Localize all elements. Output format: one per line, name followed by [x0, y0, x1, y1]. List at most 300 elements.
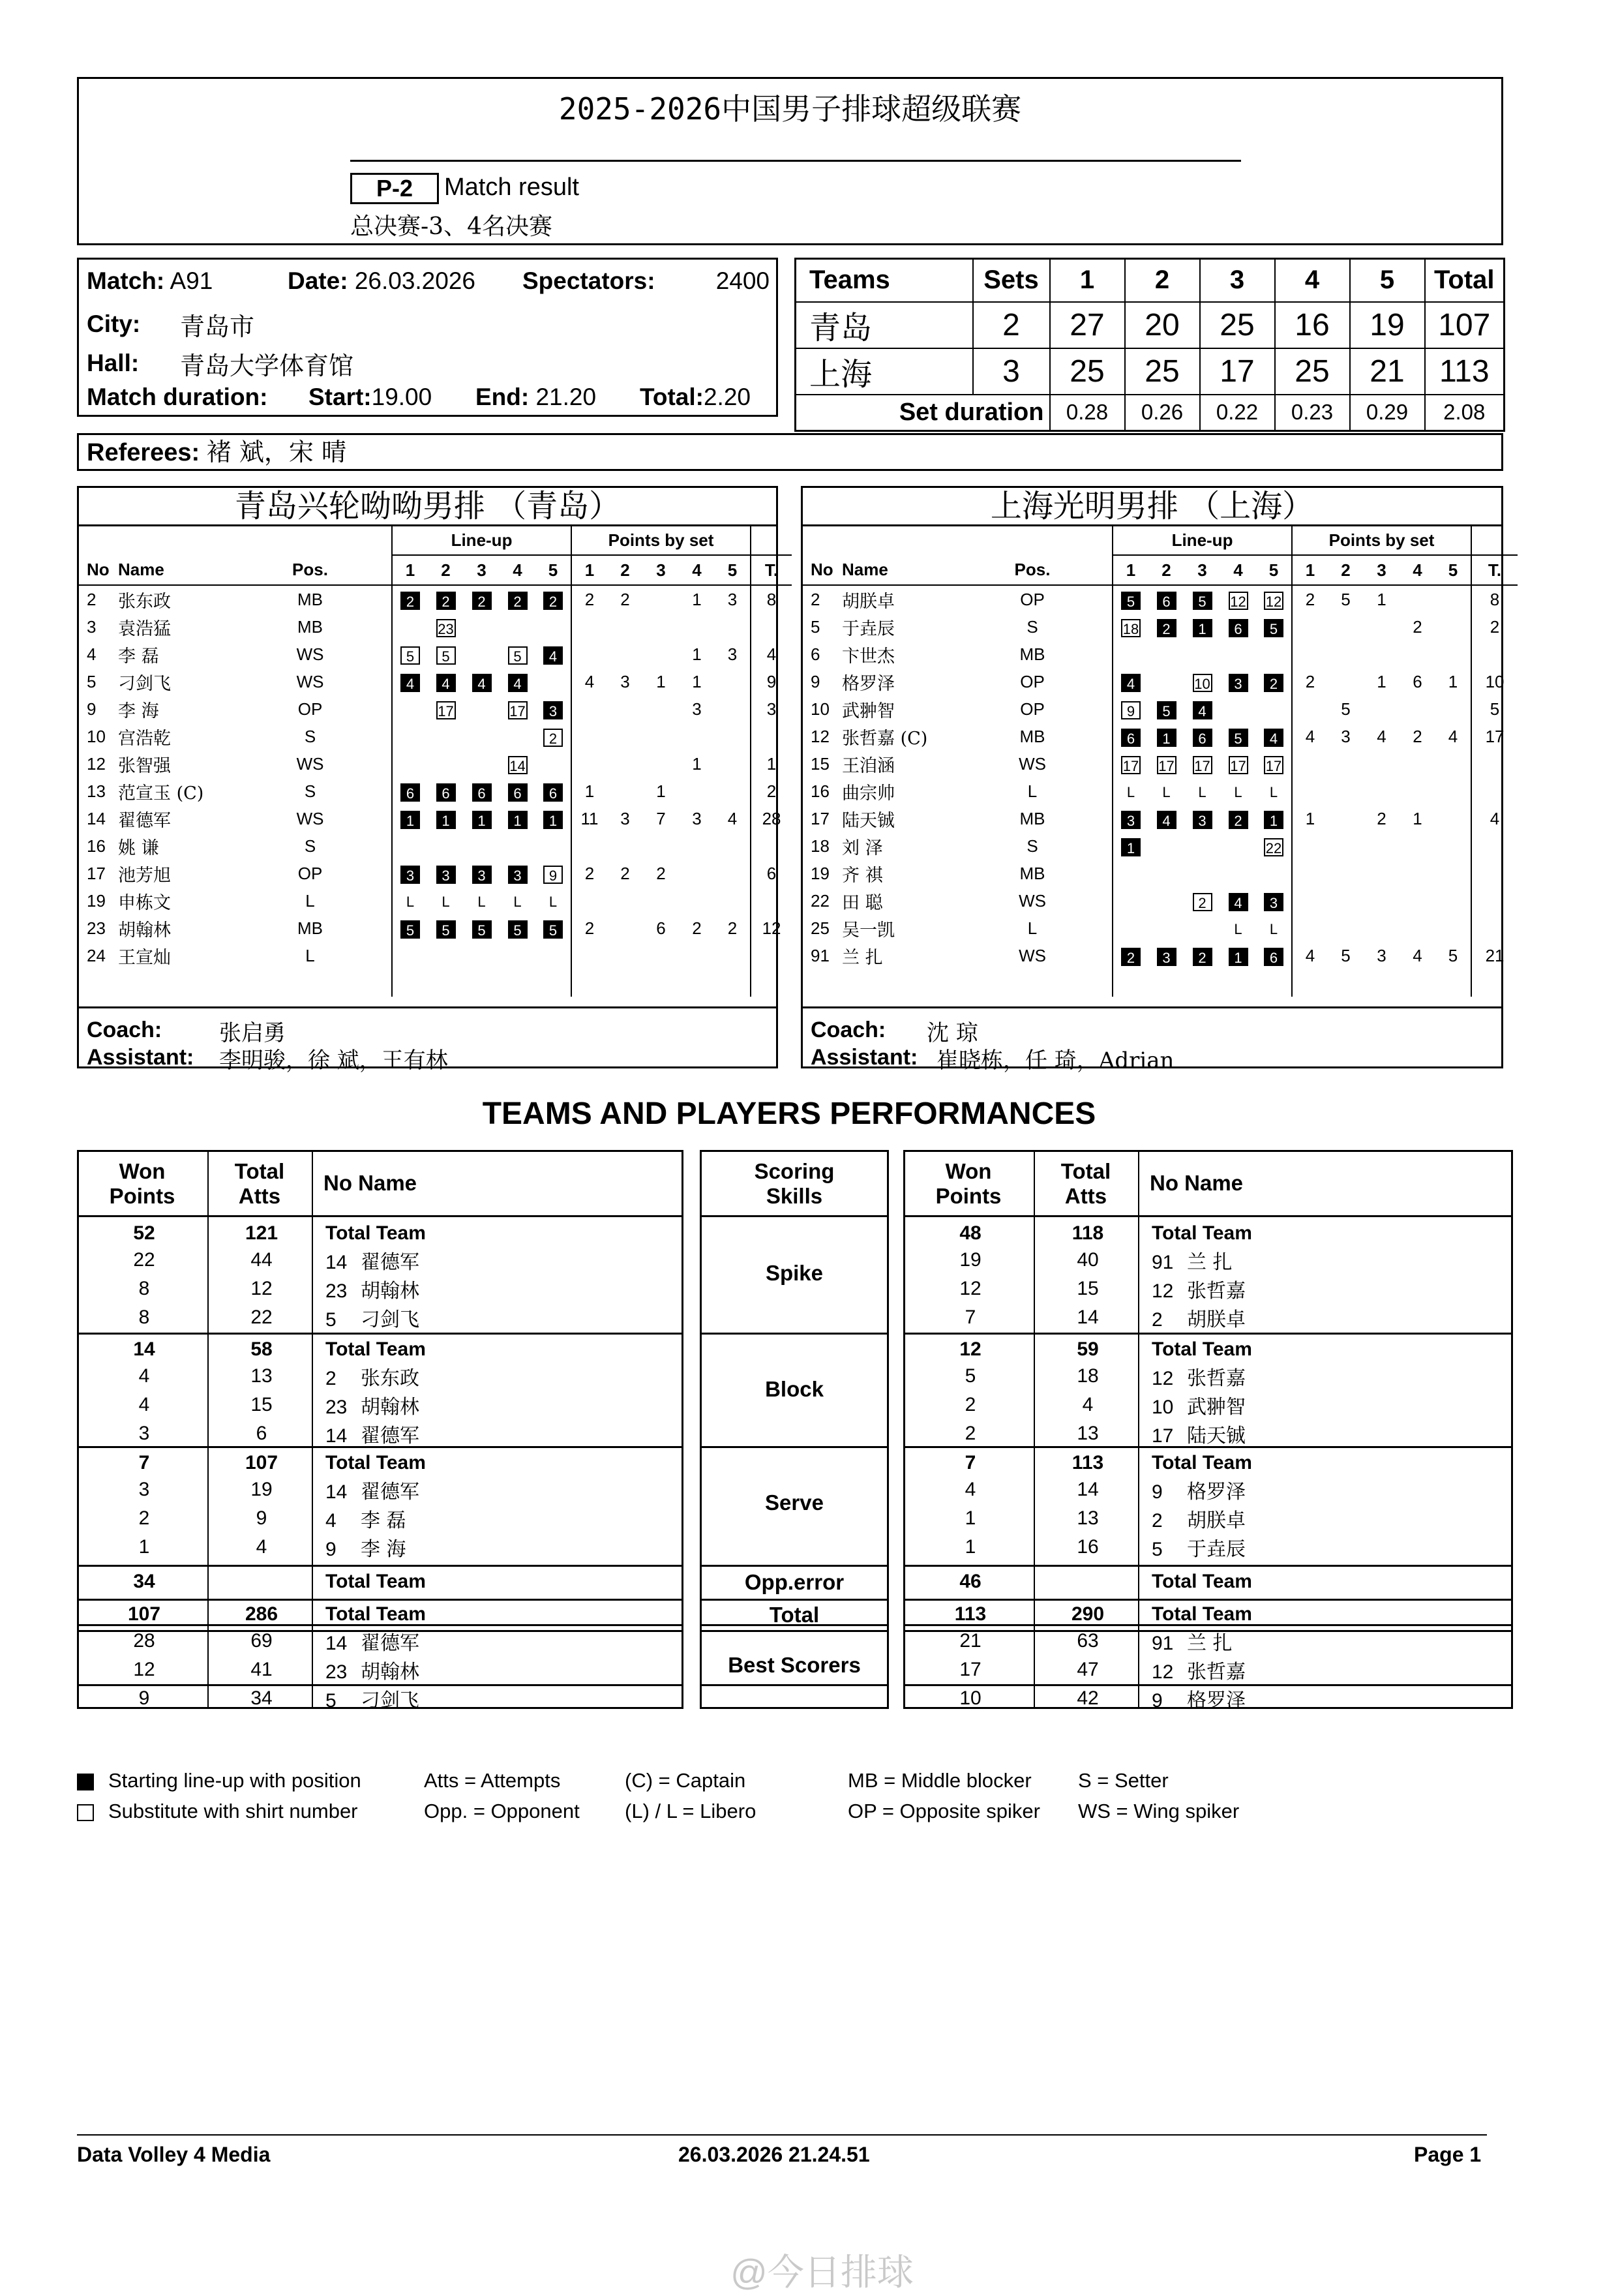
lineup-cell: [392, 585, 428, 613]
set-duration-row: [796, 395, 1505, 431]
player-list: [803, 526, 1518, 997]
legend-libero: (L) / L = Libero: [625, 1800, 757, 1822]
player-entry: [314, 1303, 682, 1332]
coach-area-right: [803, 1006, 1501, 1074]
player-name: 张智强: [118, 755, 171, 776]
player-name: 田 聪: [842, 892, 883, 913]
lineup-cell: [1256, 585, 1292, 613]
won-points: 48: [959, 1222, 981, 1244]
player-number: 5: [325, 1690, 337, 1712]
set-points: [1400, 750, 1435, 778]
player-total: 28: [751, 805, 792, 832]
blank: [1471, 526, 1518, 555]
player-total: [1471, 887, 1518, 914]
set-points: [1435, 778, 1471, 805]
set-points: 4: [571, 668, 607, 695]
player-row: [79, 860, 792, 887]
won-points: 14: [133, 1338, 155, 1360]
player-total: [1471, 641, 1518, 668]
blank: [803, 526, 1113, 555]
footer-page: Page 1: [1414, 2143, 1482, 2166]
player-name: 于垚辰: [842, 618, 895, 639]
legend-s: S = Setter: [1078, 1769, 1169, 1792]
lineup-cell: [500, 750, 535, 778]
starting-position-mark: 5: [472, 920, 492, 939]
score-row-shanghai: [796, 348, 1505, 395]
player-position: WS: [296, 644, 324, 664]
best-scorers-left: [79, 1627, 682, 1713]
player-name: 武翀智: [1187, 1396, 1246, 1419]
skill-name: Serve: [765, 1490, 824, 1515]
set-points: [1328, 860, 1364, 887]
player-number: 9: [1152, 1481, 1163, 1503]
referees-names: 褚 斌，宋 晴: [206, 438, 346, 466]
set-points: [1435, 860, 1471, 887]
player-number: 17: [811, 808, 830, 828]
player-name: 胡翰林: [118, 920, 171, 941]
total-header: T.: [1471, 555, 1518, 585]
player-number: 10: [811, 699, 830, 719]
won-points: 7: [965, 1307, 976, 1328]
set-points: [1400, 641, 1435, 668]
won-points-header: Won Points: [935, 1159, 1002, 1208]
player-number: 18: [811, 836, 830, 856]
lineup-cell: [1113, 942, 1148, 969]
player-entry: Total Team: [325, 1570, 426, 1592]
perf-row: [905, 1533, 1511, 1562]
blank: [1328, 969, 1364, 997]
blank: [1148, 969, 1184, 997]
header-sets: Sets: [973, 259, 1050, 302]
legend-opp: Opp. = Opponent: [424, 1800, 580, 1822]
set-score: 19: [1350, 302, 1425, 348]
team-name-right: 上海光明男排 （上海）: [803, 488, 1501, 526]
lineup-cell: [1220, 641, 1256, 668]
player-name: 于垚辰: [1187, 1538, 1246, 1561]
skill-rule: [903, 1446, 1513, 1448]
total-attempts: 59: [1077, 1338, 1099, 1360]
libero-mark: L: [1162, 783, 1171, 800]
perf-row: [905, 1601, 1511, 1627]
starting-position-mark: 2: [436, 592, 456, 610]
lineup-cell: [464, 641, 500, 668]
player-row: [803, 805, 1518, 832]
player-name: 翟德军: [118, 810, 171, 831]
player-entry: [314, 1684, 682, 1713]
player-number: 23: [87, 918, 106, 938]
lineup-cell: [535, 695, 571, 723]
points-set-header: 2: [607, 555, 643, 585]
title-rule: [350, 160, 1241, 162]
player-position: L: [305, 945, 315, 965]
blank: [751, 526, 792, 555]
won-points: 3: [138, 1423, 150, 1444]
lineup-cell: [1113, 860, 1148, 887]
player-name: 胡朕卓: [1187, 1308, 1246, 1331]
player-name: 翟德军: [361, 1632, 419, 1655]
set-points: 1: [1292, 805, 1328, 832]
lineup-cell: [428, 641, 464, 668]
starting-position-mark: 4: [1157, 811, 1176, 829]
lineup-cell: [1256, 914, 1292, 942]
player-position: OP: [297, 863, 323, 883]
skill-table-right: [905, 1450, 1511, 1562]
player-name: 王宣灿: [118, 947, 171, 968]
group-header-row: [803, 526, 1518, 555]
set-points: [643, 942, 679, 969]
starting-position-mark: 1: [1193, 619, 1212, 637]
set-points: [1364, 860, 1400, 887]
player-name: 胡朕卓: [842, 591, 895, 612]
points-set-header: 3: [1364, 555, 1400, 585]
blank: [500, 969, 535, 997]
lineup-cell: [1113, 887, 1148, 914]
set-points: [679, 887, 715, 914]
libero-mark: L: [477, 893, 486, 910]
perf-row: [905, 1337, 1511, 1362]
set-points: [715, 887, 751, 914]
set-points: [643, 723, 679, 750]
skill-name: Block: [765, 1377, 824, 1401]
player-number: 19: [87, 890, 106, 911]
lineup-cell: [392, 914, 428, 942]
starting-position-mark: 3: [472, 866, 492, 884]
player-entry: [1140, 1533, 1511, 1562]
lineup-cell: [1256, 641, 1292, 668]
player-total: [1471, 860, 1518, 887]
set-points: [1292, 613, 1328, 641]
performances-title: TEAMS AND PLAYERS PERFORMANCES: [482, 1096, 1096, 1131]
skill-table-right: [905, 1337, 1511, 1448]
lineup-cell: [1148, 832, 1184, 860]
won-points: 21: [959, 1630, 981, 1652]
player-number: 10: [1152, 1397, 1174, 1418]
lineup-cell: [1148, 695, 1184, 723]
lineup-cell: [535, 887, 571, 914]
libero-mark: L: [1269, 920, 1278, 937]
starting-position-mark: 5: [1264, 619, 1283, 637]
points-set-header: 1: [1292, 555, 1328, 585]
substitute-number-mark: 10: [1193, 674, 1212, 692]
starting-position-mark: 6: [436, 783, 456, 802]
set-points: 3: [1341, 726, 1351, 746]
score-header-row: [796, 259, 1505, 302]
lineup-cell: [464, 668, 500, 695]
perf-row: [905, 1246, 1511, 1275]
total-attempts: 42: [1077, 1687, 1099, 1709]
player-number: 12: [87, 753, 106, 774]
total-attempts: [209, 1569, 314, 1594]
player-number: 14: [325, 1252, 348, 1273]
player-name: 翟德军: [361, 1481, 419, 1503]
total-attempts: 16: [1077, 1536, 1099, 1558]
coach-name: 沈 琼: [927, 1020, 978, 1046]
starting-square-icon: [77, 1774, 94, 1790]
player-name: 池芳旭: [118, 865, 171, 886]
set-points: [607, 832, 643, 860]
set-points: [1435, 887, 1471, 914]
lineup-cell: [1184, 585, 1220, 613]
player-total: 12: [751, 914, 792, 942]
starting-position-mark: 2: [400, 592, 420, 610]
lineup-cell: [1256, 668, 1292, 695]
player-number: 5: [811, 616, 820, 637]
won-points: 52: [133, 1222, 155, 1244]
substitute-number-mark: 17: [1264, 756, 1283, 774]
player-position: S: [304, 781, 316, 801]
lineup-cell: [1220, 805, 1256, 832]
set-points: [643, 832, 679, 860]
lineup-cell: [1184, 641, 1220, 668]
player-name: 刁剑飞: [361, 1689, 419, 1712]
set-points: [1364, 613, 1400, 641]
lineup-cell: [428, 723, 464, 750]
perf-row: [79, 1450, 682, 1475]
player-position: S: [1026, 616, 1038, 637]
won-points: 2: [965, 1394, 976, 1415]
player-entry: [314, 1475, 682, 1504]
won-points: 9: [138, 1687, 150, 1709]
won-points: 22: [133, 1249, 155, 1271]
no-header: No: [79, 555, 118, 585]
no-name-header: No Name: [1150, 1171, 1244, 1195]
total-points: 107: [1425, 302, 1505, 348]
set-points: [1400, 585, 1435, 613]
lineup-cell: [500, 832, 535, 860]
set-duration: 0.28: [1050, 395, 1125, 431]
set-score: 25: [1200, 302, 1275, 348]
player-number: 14: [325, 1425, 348, 1447]
player-number: 4: [325, 1510, 337, 1532]
starting-position-mark: 2: [1193, 948, 1212, 966]
player-total: 8: [1471, 585, 1518, 613]
set-points: [607, 914, 643, 942]
starting-position-mark: 5: [543, 920, 563, 939]
footer-rule: [77, 2134, 1487, 2136]
coach-label: Coach:: [87, 1018, 162, 1042]
points-set-header: 2: [1328, 555, 1364, 585]
lineup-cell: [500, 585, 535, 613]
lineup-cell: [1184, 668, 1220, 695]
lineup-set-header: 3: [1184, 555, 1220, 585]
player-name: 宫浩乾: [118, 728, 171, 749]
won-points: 5: [965, 1365, 976, 1387]
starting-position-mark: 1: [436, 811, 456, 829]
skill-table-right: [905, 1220, 1511, 1332]
lineup-cell: [1184, 723, 1220, 750]
lineup-cell: [1220, 613, 1256, 641]
skill-rule: [700, 1333, 889, 1335]
player-row: [79, 585, 792, 613]
player-row: [79, 641, 792, 668]
player-number: 24: [87, 945, 106, 965]
player-row: [79, 914, 792, 942]
assistant-names: 李明骏，徐 斌，王有林: [219, 1048, 448, 1074]
skill-table-left: [79, 1337, 682, 1448]
end-time: End: 21.20: [475, 384, 597, 410]
points-set-header: 4: [1400, 555, 1435, 585]
header-set-2: 2: [1125, 259, 1200, 302]
set-points: [1328, 778, 1364, 805]
scoring-skills-header: Scoring Skills: [754, 1159, 835, 1208]
lineup-cell: [1220, 723, 1256, 750]
points-set-header: 3: [643, 555, 679, 585]
set-points: 2: [656, 863, 666, 883]
lineup-cell: [464, 805, 500, 832]
player-number: 4: [87, 644, 97, 664]
perf-row: [905, 1275, 1511, 1303]
total-attempts: 4: [256, 1536, 267, 1558]
lineup-cell: [1256, 832, 1292, 860]
blank: [1400, 969, 1435, 997]
player-number: 23: [325, 1661, 348, 1683]
starting-position-mark: 6: [1193, 729, 1212, 747]
player-entry: [314, 1627, 682, 1655]
assistant-label: Assistant:: [87, 1045, 194, 1070]
set-points: [607, 695, 643, 723]
won-points: 12: [133, 1659, 155, 1680]
set-points: [607, 942, 643, 969]
total-attempts: 107: [245, 1451, 278, 1473]
set-points: [1328, 805, 1364, 832]
total-atts-header: Total Atts: [1060, 1159, 1111, 1208]
player-name: 刁剑飞: [361, 1308, 419, 1331]
set-points: [571, 832, 607, 860]
won-points: 3: [138, 1479, 150, 1500]
set-score: 17: [1200, 348, 1275, 395]
starting-position-mark: 3: [1229, 674, 1248, 692]
player-total: 9: [751, 668, 792, 695]
set-points: [1328, 613, 1364, 641]
substitute-number-mark: 2: [1193, 893, 1212, 911]
set-points: [715, 750, 751, 778]
player-number: 9: [87, 699, 97, 719]
player-number: 9: [1152, 1690, 1163, 1712]
starting-position-mark: 3: [1157, 948, 1176, 966]
rule: [903, 1599, 1513, 1601]
lineup-cell: [392, 942, 428, 969]
lineup-cell: [535, 613, 571, 641]
player-entry: Total Team: [325, 1603, 426, 1625]
set-points: [715, 613, 751, 641]
lineup-cell: [535, 668, 571, 695]
opp-error-right: [905, 1569, 1511, 1594]
lineup-cell: [535, 942, 571, 969]
total-attempts: 14: [1077, 1479, 1099, 1500]
rule: [700, 1599, 889, 1601]
won-points: 34: [133, 1570, 155, 1592]
substitute-number-mark: 18: [1121, 619, 1141, 637]
player-number: 19: [811, 863, 830, 883]
set-points: [1364, 750, 1400, 778]
player-name: 刘 泽: [842, 838, 883, 858]
substitute-number-mark: 9: [543, 866, 563, 884]
lineup-cell: [392, 613, 428, 641]
player-total: [1471, 750, 1518, 778]
player-number: 3: [87, 616, 97, 637]
perf-row: [79, 1627, 682, 1655]
player-name: 兰 扎: [842, 947, 883, 968]
set-points: 2: [727, 918, 738, 938]
skill-rule: [903, 1333, 1513, 1335]
player-position: WS: [296, 753, 324, 774]
perf-row: [905, 1303, 1511, 1332]
lineup-cell: [1113, 695, 1148, 723]
lineup-cell: [500, 778, 535, 805]
set-points: [1328, 668, 1364, 695]
player-entry: Total Team: [1152, 1222, 1252, 1244]
player-row: [79, 778, 792, 805]
total-attempts: 13: [1077, 1423, 1099, 1444]
header-rule: [700, 1215, 889, 1217]
lineup-set-header: 4: [500, 555, 535, 585]
substitute-number-mark: 2: [543, 729, 563, 747]
player-name: 李 磊: [118, 646, 159, 667]
substitute-number-mark: 17: [1193, 756, 1212, 774]
lineup-cell: [1113, 668, 1148, 695]
lineup-cell: [1220, 750, 1256, 778]
total-attempts: 69: [250, 1630, 273, 1652]
player-name: 胡翰林: [361, 1661, 419, 1684]
lineup-cell: [535, 641, 571, 668]
player-entry: [1140, 1504, 1511, 1533]
perf-row: [79, 1601, 682, 1627]
lineup-set-header: 5: [535, 555, 571, 585]
won-points: 19: [959, 1249, 981, 1271]
footer-timestamp: 26.03.2026 21.24.51: [678, 2143, 870, 2166]
lineup-cell: [1256, 778, 1292, 805]
starting-position-mark: 1: [543, 811, 563, 829]
set-points: [715, 860, 751, 887]
set-points: 2: [1413, 616, 1422, 637]
total-attempts: 41: [250, 1659, 273, 1680]
player-number: 12: [1152, 1280, 1174, 1302]
perf-row: [905, 1220, 1511, 1246]
set-points: 2: [620, 863, 630, 883]
set-points: 7: [656, 808, 666, 828]
set-points: [1328, 887, 1364, 914]
lineup-cell: [535, 914, 571, 942]
perf-row: [79, 1246, 682, 1275]
substitute-number-mark: 12: [1264, 592, 1283, 610]
set-points: [1435, 832, 1471, 860]
lineup-cell: [1220, 942, 1256, 969]
player-position: OP: [1020, 699, 1045, 719]
header-rule: [903, 1215, 1513, 1217]
header-set-4: 4: [1275, 259, 1350, 302]
set-points: [679, 860, 715, 887]
lineup-cell: [1184, 695, 1220, 723]
player-number: 2: [1152, 1309, 1163, 1331]
set-points: 3: [620, 808, 630, 828]
perf-row: [79, 1275, 682, 1303]
set-points: 6: [656, 918, 666, 938]
set-points: [571, 695, 607, 723]
lineup-cell: [428, 695, 464, 723]
player-number: 2: [87, 589, 97, 609]
player-entry: Total Team: [1152, 1338, 1252, 1360]
sets-won: 2: [973, 302, 1050, 348]
player-number: 14: [325, 1633, 348, 1654]
total-attempts: 118: [1071, 1222, 1104, 1244]
lineup-cell: [1220, 668, 1256, 695]
set-points: 1: [692, 671, 702, 691]
player-position: MB: [297, 918, 323, 938]
substitute-number-mark: 23: [436, 619, 456, 637]
player-row: [803, 832, 1518, 860]
blank: [1220, 969, 1256, 997]
player-name: 齐 祺: [842, 865, 883, 886]
